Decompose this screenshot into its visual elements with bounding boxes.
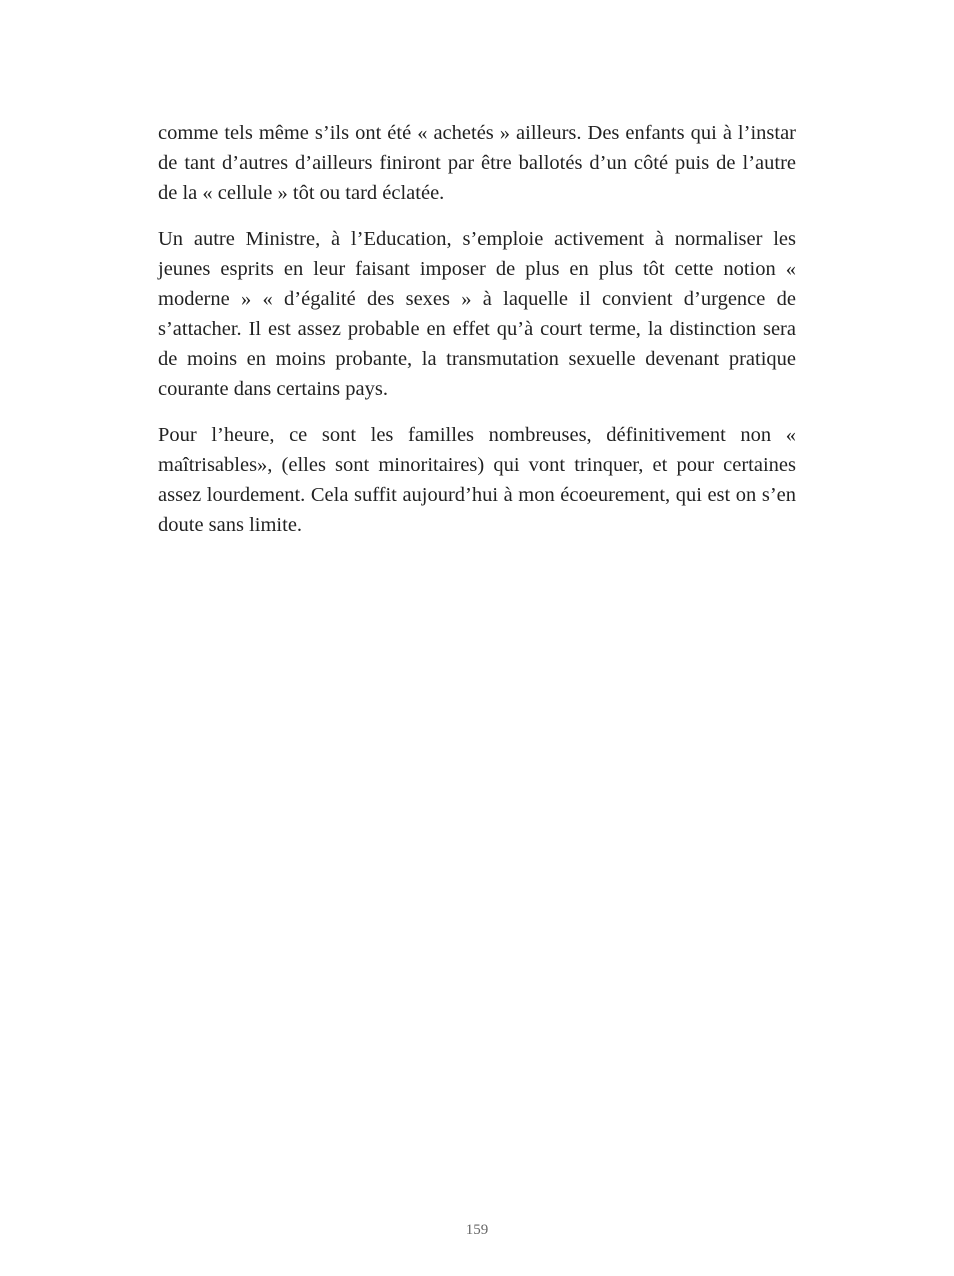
paragraph-1: comme tels même s’ils ont été « achetés » ailleurs. Des enfants qui à l’instar de tant d’autres d’ailleurs finiront par être ballotés d’un côté puis de l’autre de la « cellule » tôt ou tard éclatée. (158, 122, 796, 204)
page-number: 159 (465, 1222, 489, 1238)
body-text (158, 118, 796, 556)
paragraph-3: Pour l’heure, ce sont les familles nombreuses, définitivement non « maîtrisables», (elles sont minoritaires) qui vont trinquer, et pour certaines assez lourdement. Cela suffit aujourd’hui à mon écoeurement, qui est on s’en doute sans limite. (158, 424, 796, 536)
paragraph-2: Un autre Ministre, à l’Education, s’emploie activement à normaliser les jeunes esprits en leur faisant imposer de plus en plus tôt cette notion « moderne » « d’égalité des sexes » à laquelle il convient d’urgence de s’attacher. Il est assez probable en effet qu’à court terme, la distinction sera de moins en moins probante, la transmutation sexuelle devenant pratique courante dans certains pays. (158, 228, 796, 400)
